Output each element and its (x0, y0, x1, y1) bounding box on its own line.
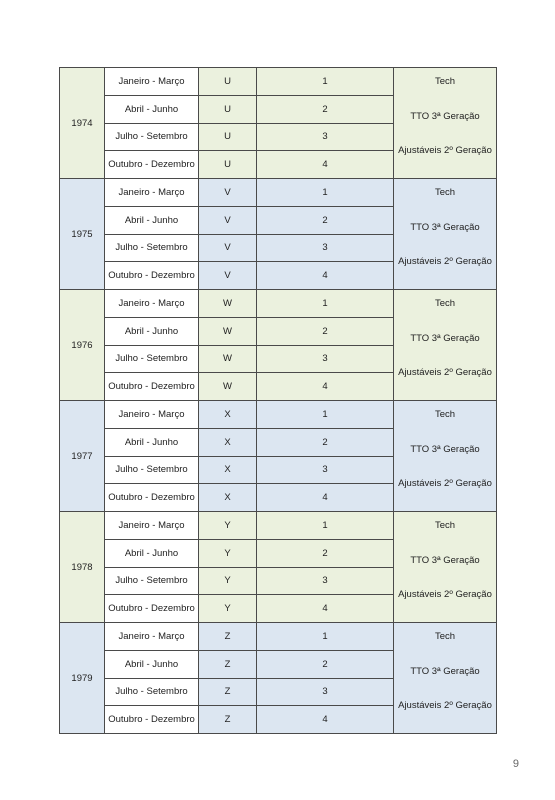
generation-note: Tech (434, 298, 456, 309)
letter-code-cell: U (199, 95, 257, 123)
table-row (60, 623, 497, 651)
letter-code-cell: W (199, 373, 257, 401)
period-cell: Janeiro - Março (105, 68, 199, 96)
period-cell: Outubro - Dezembro (105, 706, 199, 734)
quarter-number-cell: 2 (257, 206, 394, 234)
year-cell: 1977 (60, 401, 105, 512)
letter-code-cell: Z (199, 678, 257, 706)
generation-note: TTO 3ª Geração (410, 333, 480, 344)
generation-notes-cell (394, 290, 497, 401)
generation-note: TTO 3ª Geração (410, 666, 480, 677)
quarter-number-cell: 4 (257, 151, 394, 179)
table-row (60, 512, 497, 540)
generation-notes-cell (394, 179, 497, 290)
period-cell: Julho - Setembro (105, 123, 199, 151)
quarter-number-cell: 1 (257, 290, 394, 318)
generation-note: TTO 3ª Geração (410, 444, 480, 455)
table-row (60, 68, 497, 96)
letter-code-cell: X (199, 456, 257, 484)
period-cell: Julho - Setembro (105, 678, 199, 706)
letter-code-cell: Y (199, 567, 257, 595)
generation-note: Ajustáveis 2º Geração (398, 145, 492, 156)
quarter-number-cell: 3 (257, 456, 394, 484)
table-body (60, 68, 497, 734)
period-cell: Julho - Setembro (105, 234, 199, 262)
letter-code-cell: V (199, 234, 257, 262)
generation-notes (394, 68, 496, 178)
generation-note: Ajustáveis 2º Geração (398, 367, 492, 378)
year-cell: 1974 (60, 68, 105, 179)
production-code-table-container (59, 67, 496, 734)
quarter-number-cell: 2 (257, 317, 394, 345)
letter-code-cell: W (199, 317, 257, 345)
period-cell: Janeiro - Março (105, 179, 199, 207)
letter-code-cell: V (199, 262, 257, 290)
quarter-number-cell: 1 (257, 68, 394, 96)
quarter-number-cell: 4 (257, 484, 394, 512)
letter-code-cell: V (199, 179, 257, 207)
period-cell: Outubro - Dezembro (105, 595, 199, 623)
quarter-number-cell: 2 (257, 539, 394, 567)
generation-notes-cell (394, 623, 497, 734)
generation-note: Ajustáveis 2º Geração (398, 589, 492, 600)
quarter-number-cell: 2 (257, 428, 394, 456)
year-cell: 1979 (60, 623, 105, 734)
generation-notes-cell (394, 68, 497, 179)
quarter-number-cell: 1 (257, 623, 394, 651)
generation-notes-cell (394, 512, 497, 623)
letter-code-cell: Y (199, 595, 257, 623)
period-cell: Abril - Junho (105, 428, 199, 456)
quarter-number-cell: 4 (257, 373, 394, 401)
letter-code-cell: V (199, 206, 257, 234)
generation-note: TTO 3ª Geração (410, 111, 480, 122)
generation-notes (394, 512, 496, 622)
generation-notes (394, 623, 496, 733)
generation-notes-cell (394, 401, 497, 512)
generation-note: Tech (434, 187, 456, 198)
generation-note: Tech (434, 520, 456, 531)
letter-code-cell: U (199, 123, 257, 151)
generation-note: Ajustáveis 2º Geração (398, 478, 492, 489)
letter-code-cell: Y (199, 539, 257, 567)
period-cell: Abril - Junho (105, 539, 199, 567)
letter-code-cell: Y (199, 512, 257, 540)
generation-notes (394, 290, 496, 400)
quarter-number-cell: 3 (257, 123, 394, 151)
letter-code-cell: U (199, 151, 257, 179)
period-cell: Outubro - Dezembro (105, 484, 199, 512)
period-cell: Julho - Setembro (105, 567, 199, 595)
production-code-table (59, 67, 497, 734)
letter-code-cell: X (199, 484, 257, 512)
year-cell: 1975 (60, 179, 105, 290)
year-cell: 1976 (60, 290, 105, 401)
quarter-number-cell: 3 (257, 678, 394, 706)
table-row (60, 290, 497, 318)
letter-code-cell: Z (199, 650, 257, 678)
quarter-number-cell: 3 (257, 234, 394, 262)
quarter-number-cell: 4 (257, 262, 394, 290)
period-cell: Julho - Setembro (105, 456, 199, 484)
table-row (60, 179, 497, 207)
quarter-number-cell: 3 (257, 567, 394, 595)
period-cell: Outubro - Dezembro (105, 373, 199, 401)
period-cell: Janeiro - Março (105, 623, 199, 651)
period-cell: Outubro - Dezembro (105, 151, 199, 179)
letter-code-cell: X (199, 428, 257, 456)
period-cell: Janeiro - Março (105, 512, 199, 540)
generation-note: TTO 3ª Geração (410, 555, 480, 566)
quarter-number-cell: 3 (257, 345, 394, 373)
generation-note: TTO 3ª Geração (410, 222, 480, 233)
letter-code-cell: W (199, 290, 257, 318)
generation-note: Tech (434, 631, 456, 642)
period-cell: Abril - Junho (105, 95, 199, 123)
quarter-number-cell: 4 (257, 595, 394, 623)
generation-note: Ajustáveis 2º Geração (398, 256, 492, 267)
page-number: 9 (512, 758, 519, 770)
period-cell: Abril - Junho (105, 206, 199, 234)
generation-notes (394, 179, 496, 289)
generation-note: Tech (434, 409, 456, 420)
quarter-number-cell: 1 (257, 401, 394, 429)
quarter-number-cell: 4 (257, 706, 394, 734)
letter-code-cell: X (199, 401, 257, 429)
generation-notes (394, 401, 496, 511)
period-cell: Janeiro - Março (105, 290, 199, 318)
quarter-number-cell: 2 (257, 95, 394, 123)
quarter-number-cell: 1 (257, 512, 394, 540)
period-cell: Abril - Junho (105, 317, 199, 345)
letter-code-cell: Z (199, 623, 257, 651)
period-cell: Janeiro - Março (105, 401, 199, 429)
letter-code-cell: Z (199, 706, 257, 734)
letter-code-cell: W (199, 345, 257, 373)
generation-note: Tech (434, 76, 456, 87)
year-cell: 1978 (60, 512, 105, 623)
period-cell: Abril - Junho (105, 650, 199, 678)
quarter-number-cell: 2 (257, 650, 394, 678)
generation-note: Ajustáveis 2º Geração (398, 700, 492, 711)
period-cell: Julho - Setembro (105, 345, 199, 373)
period-cell: Outubro - Dezembro (105, 262, 199, 290)
table-row (60, 401, 497, 429)
quarter-number-cell: 1 (257, 179, 394, 207)
letter-code-cell: U (199, 68, 257, 96)
